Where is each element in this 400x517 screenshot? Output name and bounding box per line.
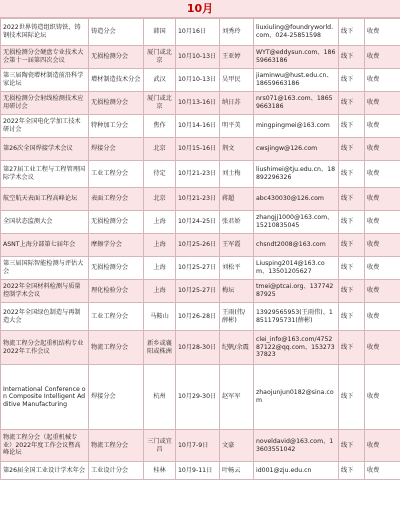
contact-cell: 张君娇 xyxy=(220,211,254,234)
fee-cell: 收费 xyxy=(365,462,400,480)
email-phone-cell[interactable]: zhangjj1000@163.com、15210835045 xyxy=(254,211,339,234)
table-row xyxy=(1,430,400,462)
fee-cell: 收费 xyxy=(365,138,400,161)
table-row xyxy=(1,92,400,115)
date-cell: 10月10-13日 xyxy=(176,69,220,92)
table-row xyxy=(1,365,400,430)
table-row xyxy=(1,257,400,280)
email-phone-cell[interactable]: Liusping2014@163.com、13501205627 xyxy=(254,257,339,280)
mode-cell: 线下 xyxy=(339,19,365,46)
mode-cell: 线下 xyxy=(339,365,365,430)
fee-cell: 收费 xyxy=(365,69,400,92)
contact-cell: 赵军军 xyxy=(220,365,254,430)
table-row xyxy=(1,115,400,138)
event-name-cell: 无损检测分会射线检测技术应用研讨会 xyxy=(1,92,89,115)
date-cell: 10月21-23日 xyxy=(176,188,220,211)
table-row xyxy=(1,303,400,331)
mode-cell: 线下 xyxy=(339,46,365,69)
city-cell: 上海 xyxy=(144,280,176,303)
date-cell: 10月9-11日 xyxy=(176,462,220,480)
table-row xyxy=(1,280,400,303)
date-cell: 10月24-25日 xyxy=(176,211,220,234)
table-row xyxy=(1,211,400,234)
event-name-cell: 2022年全国电化学加工技术研讨会 xyxy=(1,115,89,138)
event-name-cell: 第27届工业工程与工程管理国际学术会议 xyxy=(1,161,89,188)
date-cell: 10月21-23日 xyxy=(176,161,220,188)
email-phone-cell[interactable]: tmei@ptcai.org、13774287925 xyxy=(254,280,339,303)
organizer-cell: 特种加工分会 xyxy=(89,115,144,138)
table-row xyxy=(1,188,400,211)
mode-cell: 线下 xyxy=(339,115,365,138)
event-name-cell: 2022世界铸造组织铸铁、铸钢技术国际论坛 xyxy=(1,19,89,46)
event-name-cell: 第26次全国焊接学术会议 xyxy=(1,138,89,161)
email-phone-cell[interactable]: WYT@eddysun.com、18659663186 xyxy=(254,46,339,69)
organizer-cell: 工业工程分会 xyxy=(89,303,144,331)
mode-cell: 线下 xyxy=(339,303,365,331)
organizer-cell: 物流工程分会 xyxy=(89,430,144,462)
city-cell: 北京 xyxy=(144,138,176,161)
contact-cell: 梅坛 xyxy=(220,280,254,303)
city-cell: 上海 xyxy=(144,211,176,234)
fee-cell: 收费 xyxy=(365,115,400,138)
fee-cell: 收费 xyxy=(365,211,400,234)
organizer-cell: 物流工程分会 xyxy=(89,331,144,365)
organizer-cell: 理化检验分会 xyxy=(89,280,144,303)
organizer-cell: 工业设计分会 xyxy=(89,462,144,480)
date-cell: 10月14-16日 xyxy=(176,115,220,138)
table-row xyxy=(1,234,400,257)
date-cell: 10月15-16日 xyxy=(176,138,220,161)
city-cell: 武汉 xyxy=(144,69,176,92)
city-cell: 马鞍山 xyxy=(144,303,176,331)
table-row xyxy=(1,138,400,161)
organizer-cell: 无损检测分会 xyxy=(89,46,144,69)
fee-cell: 收费 xyxy=(365,234,400,257)
event-name-cell: 全国状态监测大会 xyxy=(1,211,89,234)
city-cell: 三门或宜昌 xyxy=(144,430,176,462)
organizer-cell: 无损检测分会 xyxy=(89,92,144,115)
city-cell: 桂林 xyxy=(144,462,176,480)
fee-cell: 收费 xyxy=(365,303,400,331)
fee-cell: 收费 xyxy=(365,430,400,462)
mode-cell: 线下 xyxy=(339,211,365,234)
email-phone-cell[interactable]: liushimei@tju.edu.cn、18892296326 xyxy=(254,161,339,188)
email-phone-cell[interactable]: abc430030@126.com xyxy=(254,188,339,211)
organizer-cell: 工业工程分会 xyxy=(89,161,144,188)
email-phone-cell[interactable]: id001@zju.edu.cn xyxy=(254,462,339,480)
date-cell: 10月10-13日 xyxy=(176,46,220,69)
fee-cell: 收费 xyxy=(365,365,400,430)
table-row xyxy=(1,69,400,92)
mode-cell: 线下 xyxy=(339,430,365,462)
events-table xyxy=(0,18,400,480)
fee-cell: 收费 xyxy=(365,331,400,365)
contact-cell: 刘士梅 xyxy=(220,161,254,188)
event-name-cell: 2022年全国绿色制造与再制造大会 xyxy=(1,303,89,331)
city-cell: 厦门或北京 xyxy=(144,46,176,69)
event-name-cell: 2022年全国材料检测与质量控制学术会议 xyxy=(1,280,89,303)
mode-cell: 线下 xyxy=(339,331,365,365)
date-cell: 10月16日 xyxy=(176,19,220,46)
organizer-cell: 铸造分会 xyxy=(89,19,144,46)
city-cell: 北京 xyxy=(144,188,176,211)
date-cell: 10月25-26日 xyxy=(176,234,220,257)
mode-cell: 线下 xyxy=(339,69,365,92)
fee-cell: 收费 xyxy=(365,161,400,188)
contact-cell: 刘松平 xyxy=(220,257,254,280)
email-phone-cell[interactable]: liuxiuling@foundryworld.com、024-25851598 xyxy=(254,19,339,46)
mode-cell: 线下 xyxy=(339,234,365,257)
email-phone-cell[interactable]: zhaojunjun0182@sina.com xyxy=(254,365,339,430)
city-cell: 上海 xyxy=(144,234,176,257)
contact-cell: 纳日苏 xyxy=(220,92,254,115)
fee-cell: 收费 xyxy=(365,19,400,46)
fee-cell: 收费 xyxy=(365,46,400,69)
organizer-cell: 焊接分会 xyxy=(89,138,144,161)
event-name-cell: 第26届全国工业设计学术年会 xyxy=(1,462,89,480)
email-phone-cell[interactable]: noveldavid@163.com、13603551042 xyxy=(254,430,339,462)
contact-cell: 纪帆/余震 xyxy=(220,331,254,365)
email-phone-cell[interactable]: jiaminwu@hust.edu.cn、18659663186 xyxy=(254,69,339,92)
table-row xyxy=(1,331,400,365)
contact-cell: 王军霞 xyxy=(220,234,254,257)
date-cell: 10月26-28日 xyxy=(176,303,220,331)
email-phone-cell[interactable]: clei_info@163.com/475287122@qq.com、15327337823 xyxy=(254,331,339,365)
date-cell: 10月29-30日 xyxy=(176,365,220,430)
contact-cell: 吴甲民 xyxy=(220,69,254,92)
date-cell: 10月13-16日 xyxy=(176,92,220,115)
contact-cell: 文豪 xyxy=(220,430,254,462)
table-row xyxy=(1,46,400,69)
mode-cell: 线下 xyxy=(339,280,365,303)
contact-cell: 荆文 xyxy=(220,138,254,161)
email-phone-cell[interactable]: 13929565953(王雨伟)、18511795731(薛彬) xyxy=(254,303,339,331)
organizer-cell: 摩擦学分会 xyxy=(89,234,144,257)
email-phone-cell[interactable]: mingpingmei@163.com xyxy=(254,115,339,138)
contact-cell: 蒋超 xyxy=(220,188,254,211)
event-name-cell: 第三届陶瓷增材制造前沿科学家论坛 xyxy=(1,69,89,92)
city-cell: 焦作 xyxy=(144,115,176,138)
organizer-cell: 焊接分会 xyxy=(89,365,144,430)
organizer-cell: 无损检测分会 xyxy=(89,257,144,280)
city-cell: 韩国 xyxy=(144,19,176,46)
table-row xyxy=(1,161,400,188)
contact-cell: 王亚婷 xyxy=(220,46,254,69)
email-phone-cell[interactable]: cwsjingw@126.com xyxy=(254,138,339,161)
event-name-cell: International Conference on Composite Intelligent Additive Manufacturing xyxy=(1,365,89,430)
city-cell: 杭州 xyxy=(144,365,176,430)
organizer-cell: 无损检测分会 xyxy=(89,211,144,234)
email-phone-cell[interactable]: nrs071@163.com、18659663186 xyxy=(254,92,339,115)
table-row xyxy=(1,462,400,480)
event-name-cell: 航空航天表面工程高峰论坛 xyxy=(1,188,89,211)
date-cell: 10月25-27日 xyxy=(176,280,220,303)
city-cell: 新乡或襄阳或株洲 xyxy=(144,331,176,365)
mode-cell: 线下 xyxy=(339,257,365,280)
fee-cell: 收费 xyxy=(365,188,400,211)
event-name-cell: ASNT上海分部第七届年会 xyxy=(1,234,89,257)
organizer-cell: 增材制造技术分会 xyxy=(89,69,144,92)
event-name-cell: 物流工程分会起重机结构专业2022年工作会议 xyxy=(1,331,89,365)
city-cell: 厦门或北京 xyxy=(144,92,176,115)
date-cell: 10月7-9日 xyxy=(176,430,220,462)
date-cell: 10月25-27日 xyxy=(176,257,220,280)
organizer-cell: 表面工程分会 xyxy=(89,188,144,211)
event-name-cell: 物流工程分会（起重机械专业）2022年度工作会议暨高峰论坛 xyxy=(1,430,89,462)
table-row xyxy=(1,19,400,46)
mode-cell: 线下 xyxy=(339,138,365,161)
fee-cell: 收费 xyxy=(365,92,400,115)
event-name-cell: 第三届国际智能检测与评估大会 xyxy=(1,257,89,280)
contact-cell: 刘秀玲 xyxy=(220,19,254,46)
mode-cell: 线下 xyxy=(339,188,365,211)
fee-cell: 收费 xyxy=(365,280,400,303)
mode-cell: 线下 xyxy=(339,92,365,115)
email-phone-cell[interactable]: chsndt2008@163.com xyxy=(254,234,339,257)
city-cell: 待定 xyxy=(144,161,176,188)
date-cell: 10月28-30日 xyxy=(176,331,220,365)
month-header: 10月 xyxy=(0,0,400,18)
mode-cell: 线下 xyxy=(339,462,365,480)
mode-cell: 线下 xyxy=(339,161,365,188)
contact-cell: 明平美 xyxy=(220,115,254,138)
contact-cell: 王雨(伟/薛彬) xyxy=(220,303,254,331)
fee-cell: 收费 xyxy=(365,257,400,280)
event-name-cell: 无损检测分会硬盘专业技术大会第十一届第四次会议 xyxy=(1,46,89,69)
contact-cell: 叶畅云 xyxy=(220,462,254,480)
city-cell: 上海 xyxy=(144,257,176,280)
